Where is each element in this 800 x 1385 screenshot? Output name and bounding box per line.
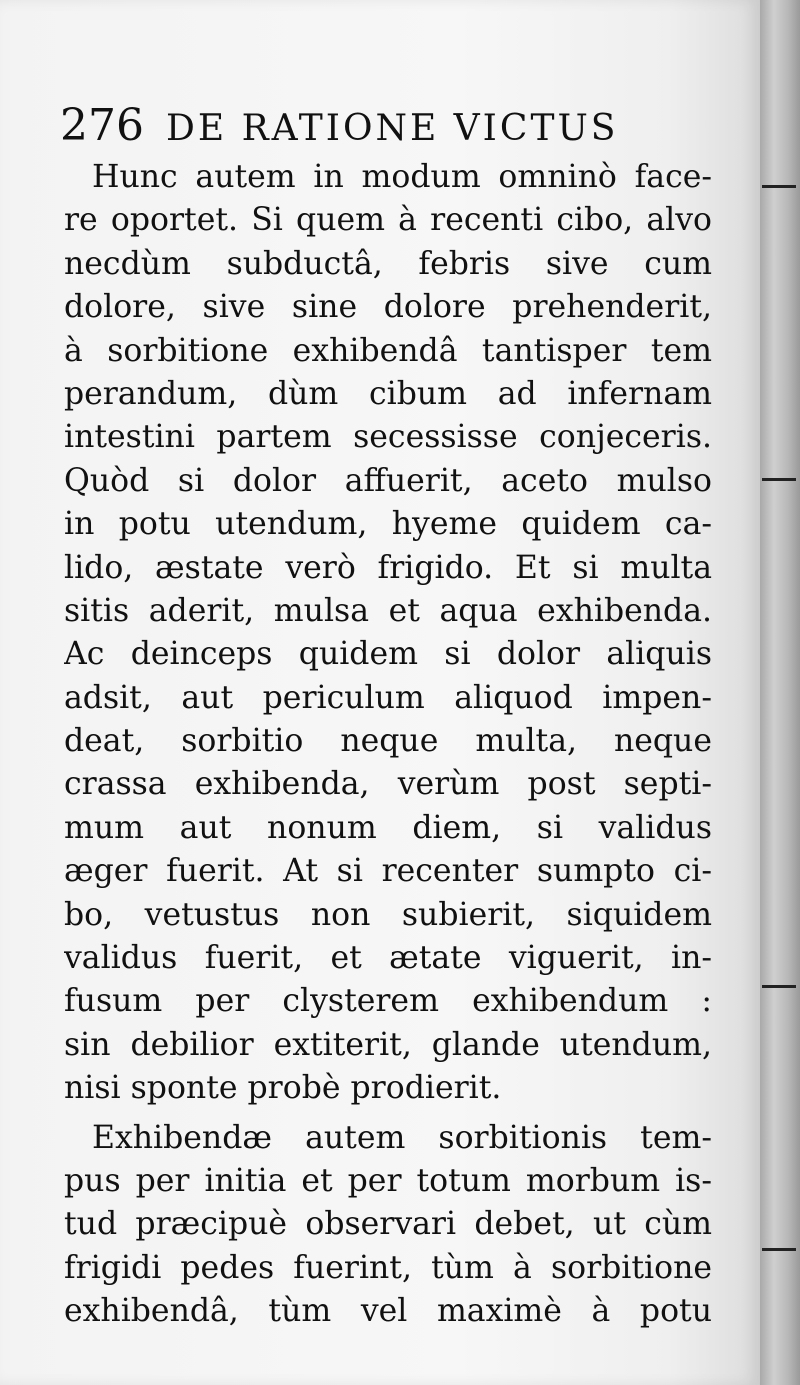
running-title: DE RATIONE VICTUS [165, 108, 619, 149]
body-text [64, 156, 712, 1334]
text-line: à sorbitione exhibendâ tantisper tem [64, 332, 712, 369]
page-header [60, 100, 618, 151]
text-line: crassa exhibenda, verùm post septi- [64, 766, 712, 803]
text-line: exhibendâ, tùm vel maximè à potu [64, 1293, 712, 1330]
text-line: bo, vetustus non subierit, siquidem [64, 896, 712, 933]
text-line: dolore, sive sine dolore prehenderit, [64, 289, 712, 326]
text-line: in potu utendum, hyeme quidem ca- [64, 506, 712, 543]
gutter-mark [762, 185, 796, 188]
text-line: adsit, aut periculum aliquod impen- [64, 679, 712, 716]
text-line: deat, sorbitio neque multa, neque [64, 723, 712, 760]
text-line: lido, æstate verò frigido. Et si multa [64, 549, 712, 586]
text-line: necdùm subductâ, febris sive cum [64, 245, 712, 282]
text-line: Hunc autem in modum omninò face- [92, 159, 712, 195]
book-gutter [760, 0, 800, 1385]
page-number: 276 [60, 100, 144, 151]
text-line: tud præcipuè observari debet, ut cùm [64, 1206, 712, 1243]
text-line: re oportet. Si quem à recenti cibo, alvo [64, 202, 712, 239]
text-line: pus per initia et per totum morbum is- [64, 1162, 712, 1199]
text-line: nisi sponte probè prodierit. [64, 1070, 502, 1107]
text-line: Exhibendæ autem sorbitionis tem- [92, 1119, 712, 1156]
text-line: frigidi pedes fuerint, tùm à sorbitione [64, 1249, 712, 1286]
text-line: Ac deinceps quidem si dolor aliquis [64, 636, 712, 673]
text-line: intestini partem secessisse conjeceris. [64, 419, 712, 456]
text-line: sin debilior extiterit, glande utendum, [64, 1026, 712, 1063]
text-line: Quòd si dolor affuerit, aceto mulso [64, 462, 712, 499]
text-line: sitis aderit, mulsa et aqua exhibenda. [64, 592, 712, 629]
text-line: mum aut nonum diem, si validus [64, 809, 712, 846]
gutter-mark [762, 478, 796, 481]
gutter-mark [762, 1248, 796, 1251]
text-line: æger fuerit. At si recenter sumpto ci- [64, 853, 712, 890]
text-line: perandum, dùm cibum ad infernam [64, 375, 712, 412]
gutter-mark [762, 985, 796, 988]
text-line: fusum per clysterem exhibendum : [64, 983, 712, 1020]
text-line: validus fuerit, et ætate viguerit, in- [64, 940, 712, 977]
